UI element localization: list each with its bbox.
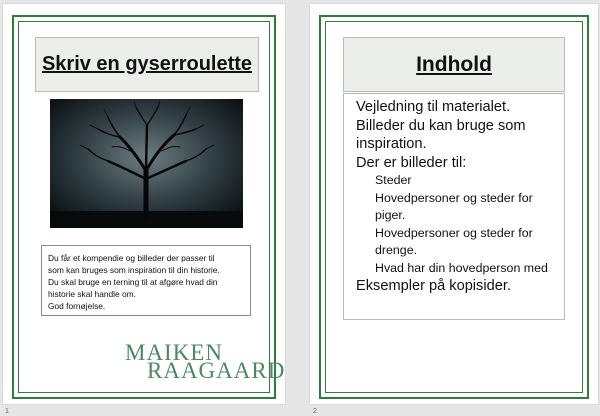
description-line: Du skal bruge en terning til at afgøre hvad din bbox=[48, 277, 218, 287]
slide-title-box[interactable] bbox=[343, 37, 565, 92]
description-textbox[interactable] bbox=[41, 245, 251, 316]
slide-title: Skriv en gyserroulette bbox=[41, 53, 253, 75]
tree-photo[interactable] bbox=[50, 99, 243, 228]
logo-line-1: MAIKEN bbox=[125, 340, 223, 365]
slide-thumbnail-2[interactable] bbox=[310, 4, 598, 404]
content-item: Eksempler på kopisider. bbox=[356, 278, 511, 294]
content-subitem: Steder bbox=[375, 173, 412, 187]
content-subitem: Hovedpersoner og steder for piger. bbox=[375, 190, 533, 222]
slide-title-box[interactable] bbox=[35, 37, 259, 92]
content-item: Vejledning til materialet. bbox=[356, 99, 511, 115]
slide-thumbnail-1[interactable] bbox=[3, 4, 285, 404]
slide-number-1: 1 bbox=[5, 408, 9, 415]
tree-image-icon bbox=[50, 99, 243, 228]
content-subitem: Hovedpersoner og steder for drenge. bbox=[375, 225, 533, 257]
description-line: historie skal handle om. bbox=[48, 289, 136, 299]
content-item: Der er billeder til: bbox=[356, 154, 467, 171]
slide-number-2: 2 bbox=[313, 408, 317, 415]
logo-line-2: RAAGAARD bbox=[147, 358, 286, 383]
maiken-raagaard-logo bbox=[125, 340, 286, 386]
description-line: God fornøjelse. bbox=[48, 301, 106, 311]
description-line: Du får et kompendie og billeder der passer til bbox=[48, 253, 215, 263]
description-line: som kan bruges som inspiration til din historie. bbox=[48, 265, 220, 275]
content-item: Billeder du kan bruge som inspiration. bbox=[356, 117, 526, 152]
content-textbox[interactable] bbox=[343, 93, 565, 320]
slide-title: Indhold bbox=[416, 52, 492, 76]
content-subitem: Hvad har din hovedperson med bbox=[375, 260, 548, 275]
